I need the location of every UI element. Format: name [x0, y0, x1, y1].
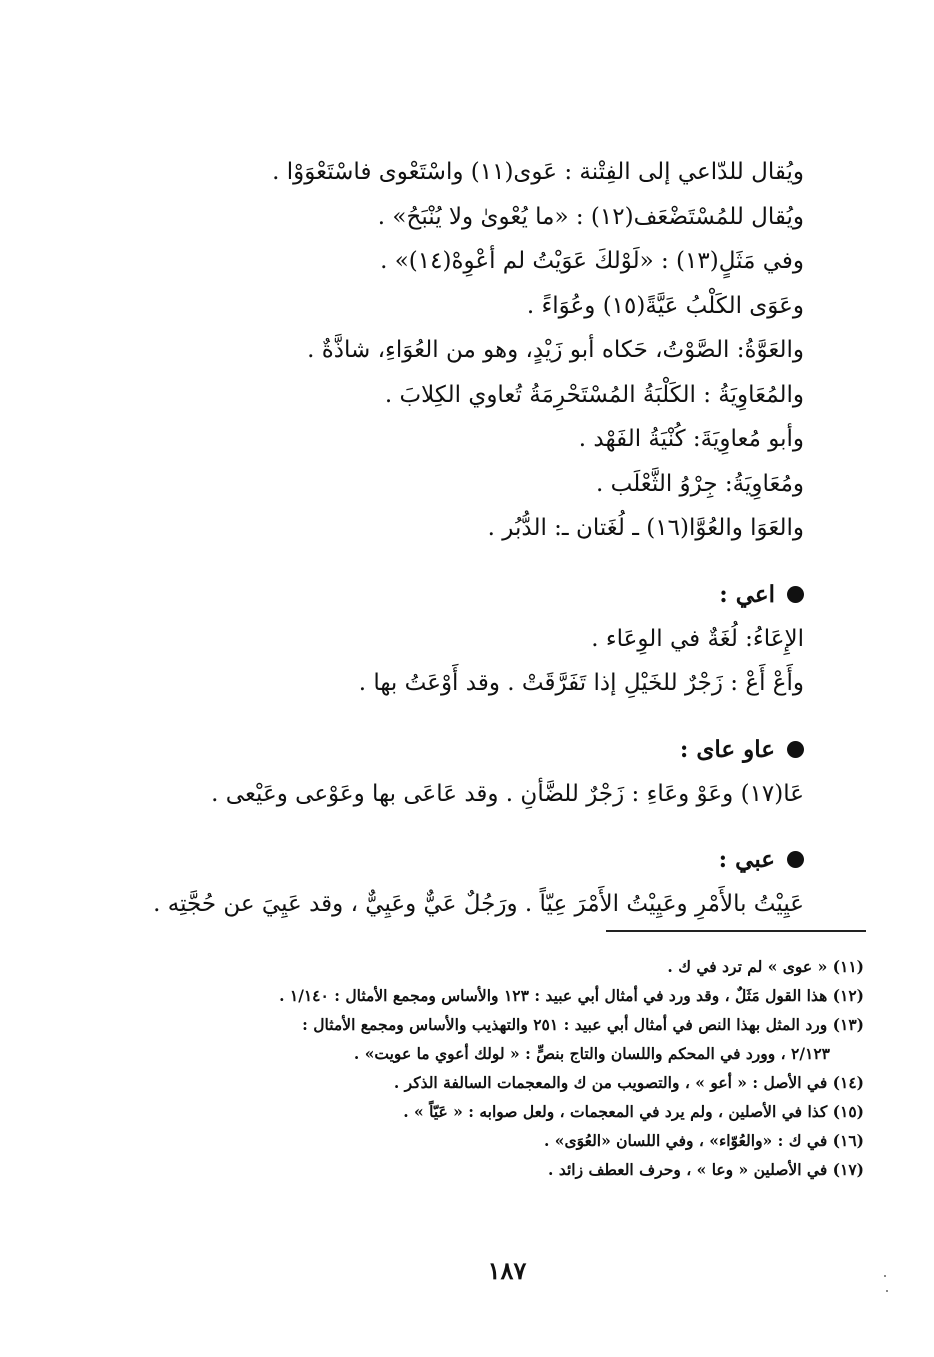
entry-heading — [124, 838, 804, 882]
text-line: والعَوَّةُ: الصَّوْتُ، حَكاه أبو زَيْدٍ، وهو من العُوَاءِ، شاذَّةٌ . — [307, 337, 804, 363]
footnote-continuation: ٢/١٢٣ ، وورد في المحكم واللسان والتاج بنصٍّ : « لولك أعوي ما عويت» . — [353, 1044, 830, 1063]
scan-speck — [886, 1290, 888, 1292]
text-line: ويُقال للمُسْتَضْعَف(١٢) : «ما يُعْوىٰ ولا يُنْبَحُ» . — [377, 203, 804, 230]
bullet-icon — [787, 851, 804, 868]
footnote: (١٦) في ك : «والعُوّاء» ، وفي اللسان «العُوَى» . — [543, 1131, 864, 1150]
entry-heading — [124, 728, 804, 772]
entry-section — [124, 728, 804, 817]
entry-heading-label: عاو عاى : — [679, 735, 775, 763]
bullet-icon — [787, 586, 804, 603]
page-number: ١٨٧ — [487, 1256, 527, 1285]
scan-speck — [884, 1275, 886, 1277]
entry-heading — [124, 573, 804, 617]
text-line: عَا(١٧) وعَوْ وعَاءِ : زَجْرٌ للضَّأنِ . وقد عَاعَى بها وعَوْعى وعَيْعى . — [211, 780, 804, 807]
main-text — [124, 150, 804, 927]
footnote-divider — [606, 930, 866, 932]
text-line: عَيِيْتُ بالأَمْرِ وعَيِيْتُ الأَمْرَ عِيّاً . ورَجُلٌ عَيٌّ وعَيِيٌّ ، وقد عَيِيَ عن حُجَّتِه . — [153, 891, 804, 917]
text-line: ويُقال للدّاعي إلى الفِتْنة : عَوى(١١) واسْتَعْوى فاسْتَعْوَوْا . — [272, 159, 804, 185]
footnote: (١٥) كذا في الأصلين ، ولم يرد في المعجمات ، ولعل صوابه : « عَيّاً » . — [403, 1102, 864, 1121]
footnote: (١٧) في الأصلين « وعا » ، وحرف العطف زائد . — [548, 1160, 864, 1179]
text-line: وأبو مُعاوِيَةَ: كُنْيَةُ الفَهْد . — [578, 426, 804, 452]
entry-section — [124, 838, 804, 927]
footnotes — [134, 952, 864, 1184]
entry-heading-label: اعي : — [719, 580, 775, 608]
text-line: وعَوَى الكَلْبُ عَيَّةً(١٥) وعُوَاءً . — [526, 292, 804, 319]
text-line: ومُعَاوِيَةُ: جِرْوُ الثَّعْلَب . — [595, 470, 804, 497]
bullet-icon — [787, 741, 804, 758]
entry-heading-label: عبي : — [718, 846, 775, 873]
text-line: والمُعَاوِيَةُ : الكَلْبَةُ المُسْتَحْرِمَةُ تُعاوي الكِلابَ . — [384, 381, 804, 408]
footnote: (١٣) ورد المثل بهذا النص في أمثال أبي عبيد : ٢٥١ والتهذيب والأساس ومجمع الأمثال : — [302, 1015, 864, 1034]
text-line: والعَوَا والعُوَّا(١٦) ـ لُغَتان ـ: الدُّبُر . — [487, 515, 804, 541]
footnote: (١١) « عوى » لم ترد في ك . — [667, 957, 864, 976]
text-line: الإِعَاءُ: لُغَةٌ في الوِعَاء . — [591, 625, 804, 652]
text-line: وفي مَثَلٍ(١٣) : «لَوْلكَ عَوَيْتُ لم أعْوِهْ(١٤)» . — [380, 248, 804, 274]
entry-section — [124, 573, 804, 706]
text-line: وأَعْ أَعْ : زَجْرٌ للخَيْلِ إذا تَفَرَّقَتْ . وقد أَوْعَتُ بها . — [358, 670, 804, 696]
footnote: (١٤) في الأصل : « أعو » ، والتصويب من ك والمعجمات السالفة الذكر . — [393, 1073, 864, 1092]
footnote: (١٢) هذا القول مَثَلٌ ، وقد ورد في أمثال أبي عبيد : ١٢٣ والأساس ومجمع الأمثال : ١/١٤٠ . — [279, 986, 864, 1005]
